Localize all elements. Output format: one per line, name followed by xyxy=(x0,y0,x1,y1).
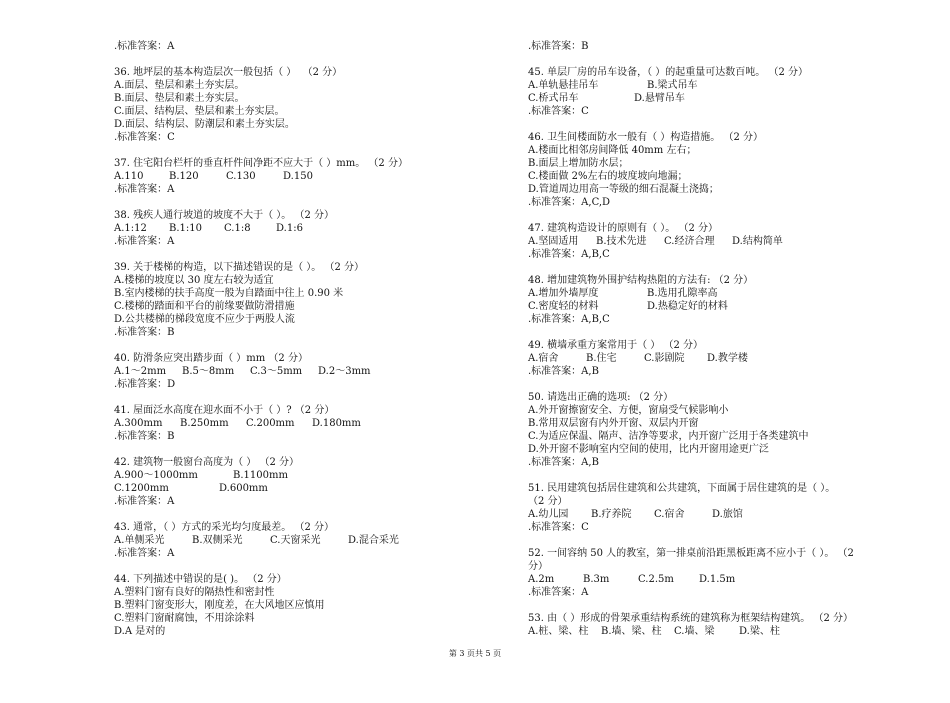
question-block xyxy=(528,131,880,209)
standard-answer: .标准答案：C xyxy=(528,106,589,117)
question-line: A.塑料门窗有良好的隔热性和密封性 xyxy=(114,587,275,598)
standard-answer: .标准答案：A,B xyxy=(528,457,599,468)
option: D.结构简单 xyxy=(732,236,783,247)
option: B.3m xyxy=(583,574,610,585)
standard-answer: .标准答案：A xyxy=(114,548,175,559)
option: D.180mm xyxy=(312,418,361,429)
option: C.130 xyxy=(226,171,256,182)
option: D.教学楼 xyxy=(707,353,748,364)
option: B.1100mm xyxy=(233,470,288,481)
standard-answer: .标准答案：C xyxy=(114,132,175,143)
question-line: 分） xyxy=(528,561,548,572)
option: B.120 xyxy=(169,171,199,182)
question-block xyxy=(528,547,880,599)
question-block xyxy=(114,573,509,638)
question-text: 50. 请选出正确的选项: （2 分） xyxy=(528,392,674,403)
question-block xyxy=(114,521,509,560)
top-answer: .标准答案：A xyxy=(114,41,175,52)
question-text: 43. 通常，（ ）方式的采光均匀度最差。 （2 分） xyxy=(114,522,334,533)
option: C.3～5mm xyxy=(250,366,303,377)
options-row xyxy=(528,300,880,313)
question-text: 42. 建筑物一般窗台高度为（ ） （2 分） xyxy=(114,457,299,468)
question-line: D.A 是对的 xyxy=(114,626,166,637)
options-row xyxy=(114,534,509,547)
standard-answer: .标准答案：B xyxy=(114,431,175,442)
option: A.2m xyxy=(528,574,555,585)
option: B.5～8mm xyxy=(182,366,235,377)
question-block xyxy=(114,456,509,508)
option: A.110 xyxy=(114,171,144,182)
standard-answer: .标准答案：A,B xyxy=(528,366,599,377)
question-line: B.室内楼梯的扶手高度一般为自踏面中往上 0.90 米 xyxy=(114,288,344,299)
standard-answer: .标准答案：D xyxy=(114,379,176,390)
standard-answer: .标准答案：A xyxy=(114,496,175,507)
question-block xyxy=(528,274,880,326)
question-text: 53. 由（ ）形成的骨架承重结构系统的建筑称为框架结构建筑。 （2 分） xyxy=(528,613,853,624)
question-block xyxy=(528,612,880,638)
options-row xyxy=(528,625,880,638)
options-row xyxy=(114,482,509,495)
question-line: C.塑料门窗耐腐蚀，不用涂涂料 xyxy=(114,613,255,624)
question-text: 52. 一间容纳 50 人的教室，第一排桌前沿距黑板距离不应小于（ ）。 （2 xyxy=(528,548,854,559)
option: A.增加外墙厚度 xyxy=(528,288,599,299)
standard-answer: .标准答案：A xyxy=(114,236,175,247)
question-line: D.公共楼梯的梯段宽度不应少于两股人流 xyxy=(114,314,295,325)
question-block xyxy=(114,352,509,391)
option: A.幼儿园 xyxy=(528,509,569,520)
option: A.坚固适用 xyxy=(528,236,579,247)
options-row xyxy=(114,170,509,183)
options-row xyxy=(528,287,880,300)
question-line: D.外开窗不影响室内空间的使用，比内开窗用途更广泛 xyxy=(528,444,769,455)
option: C.经济合理 xyxy=(664,236,715,247)
question-text: 36. 地坪层的基本构造层次一般包括（ ） （2 分） xyxy=(114,67,343,78)
option: D.悬臂吊车 xyxy=(634,93,685,104)
standard-answer: .标准答案：A,B,C xyxy=(528,314,610,325)
option: B.住宅 xyxy=(586,353,617,364)
question-line: B.常用双层窗有内外开窗、双层内开窗 xyxy=(528,418,699,429)
options-row xyxy=(528,79,880,92)
option: C.200mm xyxy=(246,418,295,429)
option: A.宿舍 xyxy=(528,353,559,364)
option: B.选用孔隙率高 xyxy=(647,288,718,299)
options-row xyxy=(114,469,509,482)
option: D.混合采光 xyxy=(348,535,399,546)
question-block xyxy=(528,222,880,261)
question-line: （2 分） xyxy=(528,496,568,507)
question-text: 48. 增加建筑物外围护结构热阻的方法有: （2 分） xyxy=(528,275,754,286)
question-block xyxy=(528,391,880,469)
option: D.旅馆 xyxy=(712,509,743,520)
option: B.250mm xyxy=(180,418,229,429)
question-block xyxy=(528,339,880,378)
standard-answer: .标准答案：A xyxy=(114,184,175,195)
option: B.墙、梁、柱 xyxy=(601,626,662,637)
options-row xyxy=(114,417,509,430)
question-text: 47. 建筑构造设计的原则有（ ）。 （2 分） xyxy=(528,223,718,234)
standard-answer: .标准答案：A xyxy=(528,587,589,598)
question-line: A.楼梯的坡度以 30 度左右较为适宜 xyxy=(114,275,274,286)
question-line: B.塑料门窗变形大，刚度差，在大风地区应慎用 xyxy=(114,600,325,611)
option: D.1.5m xyxy=(699,574,736,585)
question-text: 51. 民用建筑包括居住建筑和公共建筑，下面属于居住建筑的是（ ）。 xyxy=(528,483,836,494)
question-block xyxy=(114,404,509,443)
option: B.梁式吊车 xyxy=(647,80,698,91)
question-text: 37. 住宅阳台栏杆的垂直杆件间净距不应大于（ ）mm。 （2 分） xyxy=(114,158,408,169)
option: C.桥式吊车 xyxy=(528,93,579,104)
options-row xyxy=(114,365,509,378)
option: C.1200mm xyxy=(114,483,169,494)
options-row xyxy=(528,235,880,248)
question-block xyxy=(528,482,880,534)
standard-answer: .标准答案：B xyxy=(114,327,175,338)
option: B.技术先进 xyxy=(596,236,647,247)
option: B.双侧采光 xyxy=(192,535,243,546)
question-line: C.为适应保温、隔声、洁净等要求，内开窗广泛用于各类建筑中 xyxy=(528,431,809,442)
question-block xyxy=(114,157,509,196)
question-line: A.面层、垫层和素土夯实层。 xyxy=(114,80,245,91)
option: A.单侧采光 xyxy=(114,535,165,546)
option: A.1:12 xyxy=(114,223,147,234)
question-line: D.管道周边用高一等级的细石混凝土浇捣； xyxy=(528,184,719,195)
options-row xyxy=(114,222,509,235)
option: A.单轨悬挂吊车 xyxy=(528,80,599,91)
option: A.桩、梁、柱 xyxy=(528,626,589,637)
option: C.2.5m xyxy=(638,574,674,585)
option: C.墙、梁 xyxy=(674,626,715,637)
option: C.宿舍 xyxy=(654,509,685,520)
question-text: 41. 屋面泛水高度在迎水面不小于（ ）? （2 分） xyxy=(114,405,335,416)
question-block xyxy=(114,209,509,248)
question-block xyxy=(114,261,509,339)
options-row xyxy=(528,508,880,521)
option: C.1:8 xyxy=(224,223,251,234)
option: D.600mm xyxy=(219,483,268,494)
option: D.热稳定好的材料 xyxy=(647,301,728,312)
option: C.天窗采光 xyxy=(270,535,321,546)
option: A.900～1000mm xyxy=(114,470,198,481)
question-text: 39. 关于楼梯的构造，以下描述错误的是（ ）。 （2 分） xyxy=(114,262,364,273)
question-text: 44. 下列描述中错误的是( )。 （2 分） xyxy=(114,574,287,585)
options-row xyxy=(528,573,880,586)
question-block xyxy=(528,66,880,118)
question-line: A.楼面比相邻房间降低 40mm 左右； xyxy=(528,145,697,156)
option: D.梁、柱 xyxy=(739,626,780,637)
question-text: 38. 残疾人通行坡道的坡度不大于（ ）。 （2 分） xyxy=(114,210,334,221)
standard-answer: .标准答案：A,B,C xyxy=(528,249,610,260)
option: A.300mm xyxy=(114,418,163,429)
question-text: 46. 卫生间楼面防水一般有（ ）构造措施。 （2 分） xyxy=(528,132,763,143)
options-row xyxy=(528,352,880,365)
top-answer: .标准答案：B xyxy=(528,41,589,52)
option: B.1:10 xyxy=(169,223,202,234)
standard-answer: .标准答案：A,C,D xyxy=(528,197,611,208)
question-line: B.面层、垫层和素土夯实层。 xyxy=(114,93,245,104)
option: A.1～2mm xyxy=(114,366,167,377)
question-text: 45. 单层厂房的吊车设备，（ ）的起重量可达数百吨。 （2 分） xyxy=(528,67,808,78)
question-line: B.面层上增加防水层； xyxy=(528,158,629,169)
option: C.影剧院 xyxy=(644,353,685,364)
options-row xyxy=(528,92,880,105)
question-line: D.面层、结构层、防潮层和素土夯实层。 xyxy=(114,119,295,130)
right-column xyxy=(528,40,880,638)
question-line: C.楼面做 2%左右的坡度坡向地漏； xyxy=(528,171,688,182)
option: D.2～3mm xyxy=(318,366,371,377)
standard-answer: .标准答案：C xyxy=(528,522,589,533)
option: C.密度轻的材料 xyxy=(528,301,599,312)
page-number: 第 3 页共 5 页 xyxy=(448,649,502,658)
question-block xyxy=(114,66,509,144)
question-text: 40. 防滑条应突出踏步面（ ）mm （2 分） xyxy=(114,353,308,364)
question-line: A.外开窗擦窗安全、方便，窗扇受气候影响小 xyxy=(528,405,729,416)
option: D.1:6 xyxy=(276,223,303,234)
left-column xyxy=(114,40,509,638)
option: D.150 xyxy=(283,171,313,182)
question-line: C.面层、结构层、垫层和素土夯实层。 xyxy=(114,106,285,117)
question-line: C.楼梯的踏面和平台的前缘要做防滑措施 xyxy=(114,301,295,312)
option: B.疗养院 xyxy=(591,509,632,520)
question-text: 49. 横墙承重方案常用于（ ） （2 分） xyxy=(528,340,703,351)
